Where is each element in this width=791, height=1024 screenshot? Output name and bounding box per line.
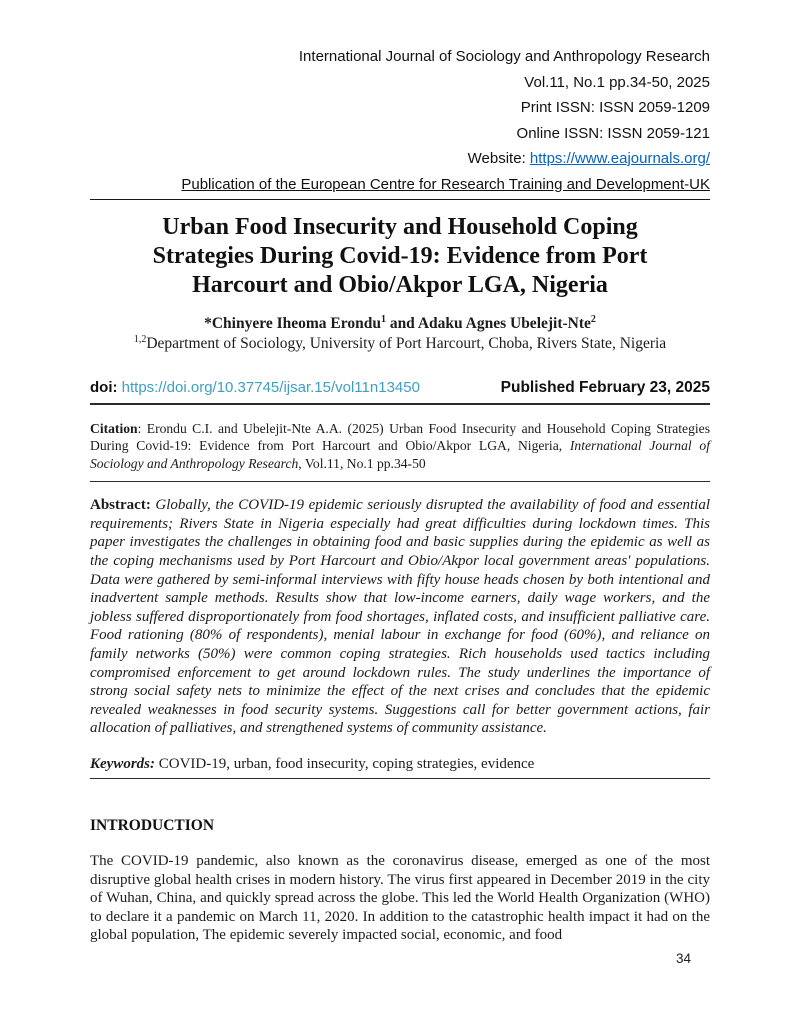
keywords-label: Keywords:	[90, 755, 155, 772]
affiliation-superscript: 1,2	[133, 333, 147, 345]
author-2: and Adaku Agnes Ubelejit-Nte	[385, 315, 591, 332]
abstract-text: Globally, the COVID-19 epidemic seriously disrupted the availability of food and essential requirements; Rivers State in Nigeria especially had great difficulties during lockdown times. This paper investigates the challenges in obtaining food and basic supplies during the epidemic as well as the coping mechanisms used by Port Harcourt and Obio/Akpor local government areas' populations. Data were gathered by semi-informal interviews with fifty house heads chosen by both intentional and inadvertent sample methods. Results show that low-income earners, daily wage workers, and the jobless suffered disproportionately from food shortages, inflated costs, and insufficient palliative care. Food rationing (80% of respondents), menial labour in exchange for food (60%), and reliance on family networks (50%) were common coping strategies. Rich households used tactics including compromised enforcement to get around lockdown rules. The study underlines the importance of strong social safety nets to minimize the effect of the next crises and concludes that the epidemic revealed weaknesses in food security systems. Suggestions call for better government actions, fair allocation of palliatives, and strengthened systems of community assistance.	[90, 497, 710, 737]
keywords-line	[90, 756, 710, 779]
author-2-superscript: 2	[590, 313, 596, 325]
journal-name: International Journal of Sociology and Anthropology Research	[298, 48, 710, 65]
introduction-paragraph: The COVID-19 pandemic, also known as the coronavirus disease, emerged as one of the most disruptive global health crises in modern history. The virus first appeared in December 2019 in the city of Wuhan, China, and quickly spread across the globe. This led the World Health Organization (WHO) to declare it a pandemic on March 11, 2020. In addition to the catastrophic health impact it had on the global population, The epidemic severely impacted social, economic, and food	[90, 852, 710, 944]
doi-row	[90, 379, 710, 405]
journal-volume-pages: Vol.11, No.1 pp.34-50, 2025	[524, 73, 710, 91]
abstract-label: Abstract:	[90, 497, 151, 514]
authors-line	[90, 315, 710, 333]
journal-header	[90, 44, 710, 200]
doi-link[interactable]: https://doi.org/10.37745/ijsar.15/vol11n13450	[121, 379, 420, 396]
introduction-heading: INTRODUCTION	[90, 816, 215, 834]
keywords-text: COVID-19, urban, food insecurity, coping strategies, evidence	[155, 755, 535, 772]
online-issn: Online ISSN: ISSN 2059-121	[516, 124, 710, 142]
author-1-superscript: 1	[380, 313, 386, 325]
author-1: *Chinyere Iheoma Erondu	[204, 315, 381, 332]
affiliation-line	[90, 335, 710, 353]
affiliation-text: Department of Sociology, University of Port Harcourt, Choba, Rivers State, Nigeria	[146, 335, 667, 352]
website-link[interactable]: https://www.eajournals.org/	[529, 150, 710, 167]
published-date: Published February 23, 2025	[500, 379, 710, 396]
citation-text: : Erondu C.I. and Ubelejit-Nte A.A. (2025) Urban Food Insecurity and Household Coping Strategies During Covid-19: Evidence from Port Harcourt and Obio/Akpor LGA, Nigeria,	[90, 421, 710, 454]
publication-note: Publication of the European Centre for Research Training and Development-UK	[181, 175, 710, 193]
page-number: 34	[675, 951, 691, 966]
citation-pages: , Vol.11, No.1 pp.34-50	[298, 455, 426, 471]
website-label: Website:	[467, 150, 530, 167]
print-issn: Print ISSN: ISSN 2059-1209	[520, 99, 710, 116]
citation-label: Citation	[90, 421, 138, 436]
website-line	[90, 146, 710, 172]
paper-title: Urban Food Insecurity and Household Coping Strategies During Covid-19: Evidence from Port Harcourt and Obio/Akpor LGA, Nigeria	[152, 214, 648, 298]
abstract-block	[90, 496, 710, 738]
doi-line	[90, 379, 420, 396]
citation-block	[90, 420, 710, 482]
citation-journal-italic: International Journal of Sociology and Anthropology Research	[90, 438, 710, 471]
doi-label: doi:	[90, 379, 122, 396]
